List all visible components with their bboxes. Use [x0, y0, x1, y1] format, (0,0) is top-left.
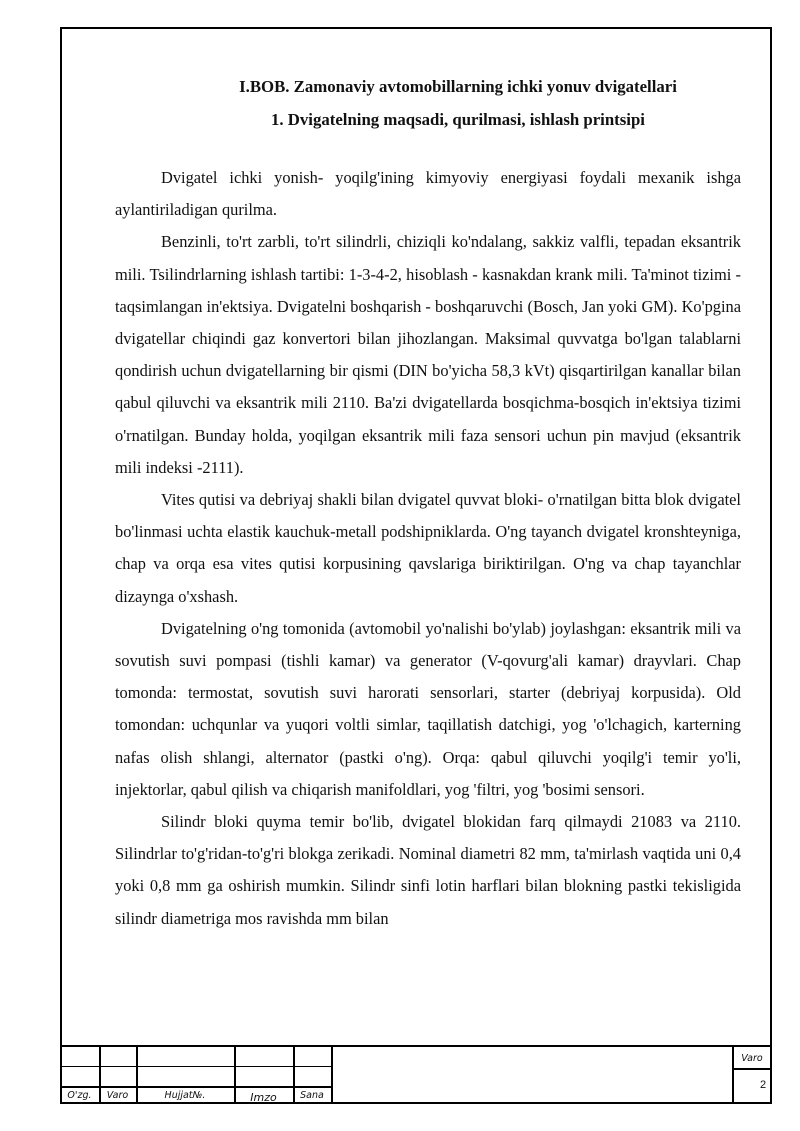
title-block-divider	[331, 1047, 333, 1104]
title-block	[60, 1045, 772, 1104]
document-body	[115, 70, 741, 935]
paragraph-4: Dvigatelning o'ng tomonida (avtomobil yo'nalishi bo'ylab) joylashgan: eksantrik mili va sovutish suvi pompasi (tishli kamar) va generator (V-qovurg'ali kamar) drayvlari. Chap tomonda: termostat, sovutish suvi harorati sensorlari, starter (debriyaj korpusida). Old tomondan: uchqunlar va yuqori voltli simlar, taqillatish datchigi, yog 'o'lchagich, karterning nafas olish shlangi, alternator (pastki o'ng). Orqa: qabul qiluvchi yoqilg'i temir yo'li, injektorlar, qabul qilish va chiqarish manifoldlari, yog 'filtri, yog 'bosimi sensori.	[115, 618, 741, 799]
paragraph-2: Benzinli, to'rt zarbli, to'rt silindrli, chiziqli ko'ndalang, sakkiz valfli, tepadan eksantrik mili. Tsilindrlarning ishlash tartibi: 1-3-4-2, hisoblash - kasnakdan krank mili. Ta'minot tizimi - taqsimlangan in'ektsiya. Dvigatelni boshqarish - boshqaruvchi (Bosch, Jan yoki GM). Ko'pgina dvigatellar chiqindi gaz konvertori bilan jihozlangan. Maksimal quvvatga bo'lgan talablarni qondirish uchun dvigatellarning bir qismi (DIN bo'yicha 58,3 kVt) qisqartirilgan kanallar bilan qabul qiluvchi va eksantrik mili 2110. Ba'zi dvigatellarda bosqichma-bosqich in'ektsiya tizimi o'rnatilgan. Bunday holda, yoqilgan eksantrik mili faza sensori uchun pin mavjud (eksantrik mili indeksi -2111).	[115, 232, 741, 477]
paragraph-5: Silindr bloki quyma temir bo'lib, dvigatel blokidan farq qilmaydi 21083 va 2110. Silindrlar to'g'ridan-to'g'ri blokga zerikadi. Nominal diametri 82 mm, ta'mirlash vaqtida uni 0,4 yoki 0,8 mm ga oshirish mumkin. Silindr sinfi lotin harflari bilan blokning pastki tekisligida silindr diametriga mos ravishda mm bilan	[115, 812, 741, 928]
chapter-heading: I.BOB. Zamonaviy avtomobillarning ichki yonuv dvigatellari	[239, 77, 677, 96]
paragraph-3: Vites qutisi va debriyaj shakli bilan dvigatel quvvat bloki- o'rnatilgan bitta blok dvigatel bo'linmasi uchta elastik kauchuk-metall podshipniklarda. O'ng tayanch dvigatel kronshteyniga, chap va orqa esa vites qutisi korpusining qavslariga biriktirilgan. O'ng va chap tayanchlar dizaynga o'xshash.	[115, 490, 741, 606]
title-block-row-line	[60, 1086, 331, 1088]
label-varaq: Varo	[106, 1090, 129, 1101]
label-sheet: Varo	[741, 1053, 763, 1064]
section-heading: 1. Dvigatelning maqsadi, qurilmasi, ishlash printsipi	[271, 110, 645, 129]
paragraph-1: Dvigatel ichki yonish- yoqilg'ining kimyoviy energiyasi foydali mexanik ishga aylantiriladigan qurilma.	[115, 168, 741, 220]
label-imzo: Imzo	[250, 1091, 277, 1104]
title-block-row-line	[732, 1068, 772, 1070]
label-ozg: O'zg.	[67, 1090, 92, 1101]
label-hujjat: Hujjat№.	[164, 1090, 206, 1101]
title-block-row-line	[60, 1066, 331, 1067]
sheet-number: 2	[760, 1079, 767, 1091]
label-sana: Sana	[300, 1090, 324, 1101]
